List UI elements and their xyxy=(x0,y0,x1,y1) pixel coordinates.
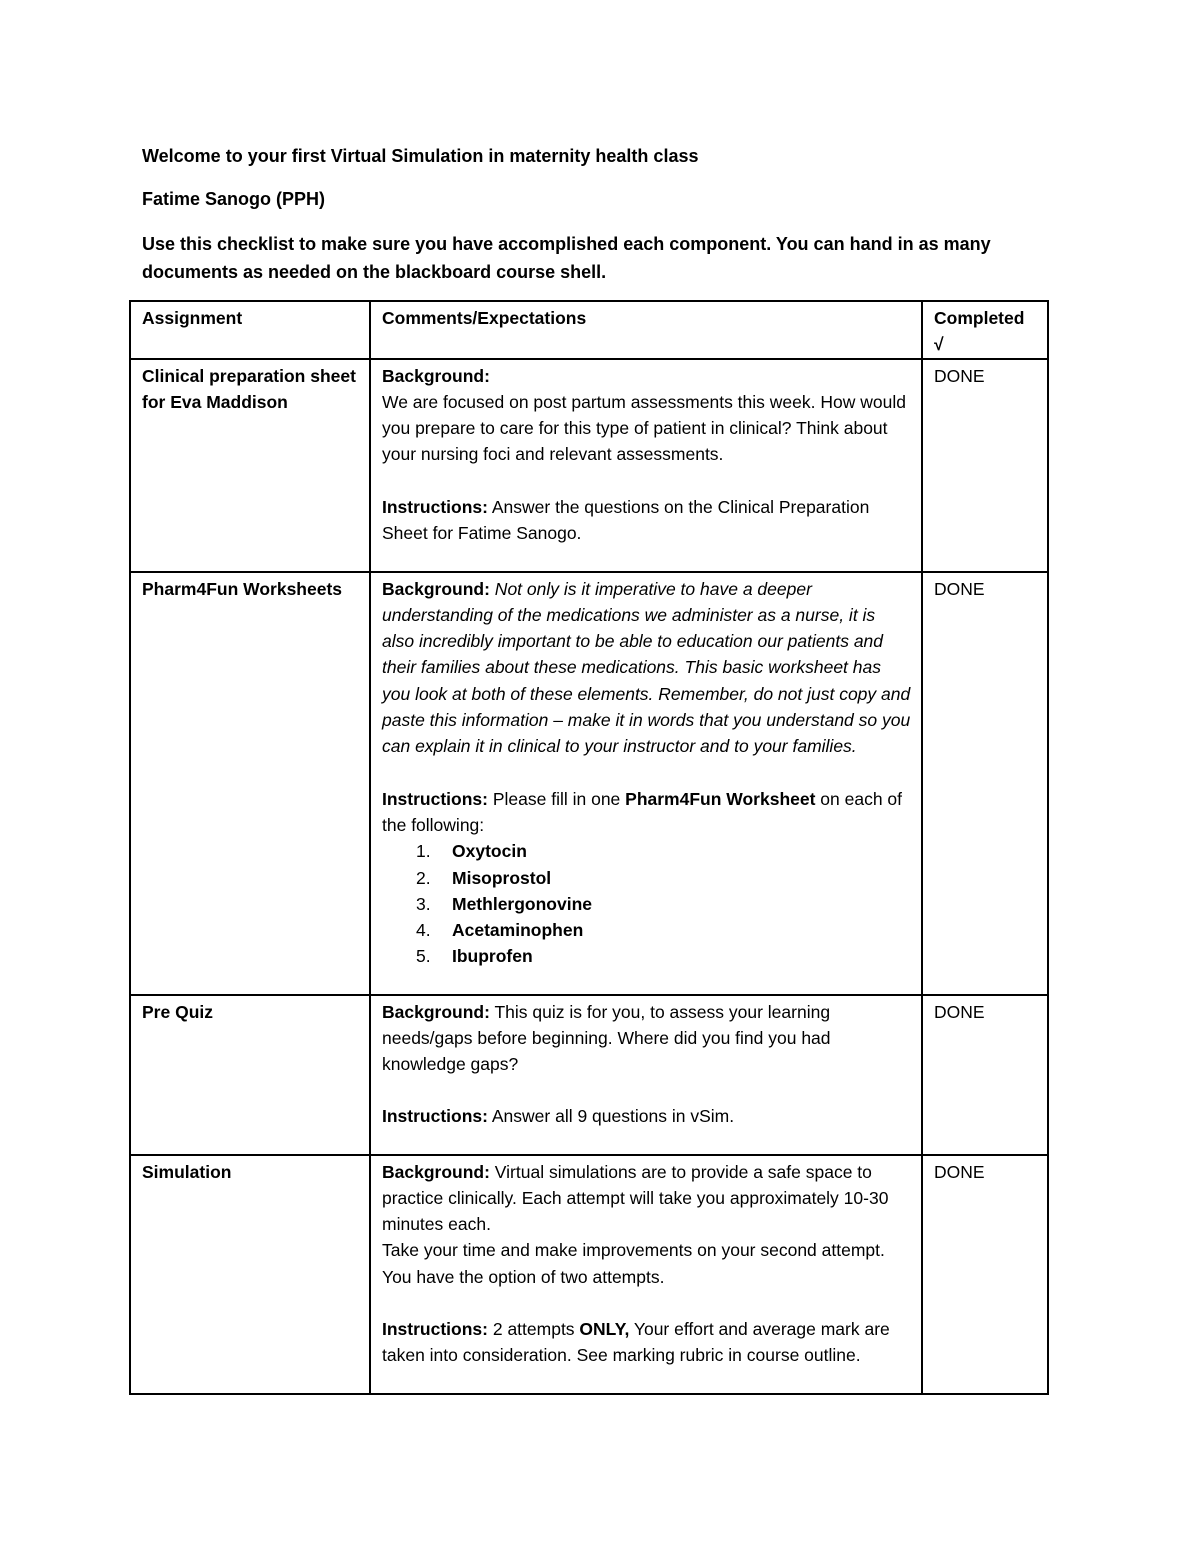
instructions-text-post: on each of the following: xyxy=(382,788,903,835)
instructions-paragraph xyxy=(382,494,911,547)
background-label: Background: xyxy=(382,365,490,386)
comments-cell xyxy=(370,1155,922,1394)
instructions-paragraph xyxy=(382,1103,911,1129)
list-item: 3. Methlergonovine xyxy=(382,891,911,917)
medication-name: Methlergonovine xyxy=(452,893,593,914)
list-item: 4. Acetaminophen xyxy=(382,917,911,943)
list-item: 5. Ibuprofen xyxy=(382,943,911,969)
worksheet-name: Pharm4Fun Worksheet xyxy=(625,788,816,809)
assignment-checklist-table xyxy=(129,300,1049,1395)
comments-cell xyxy=(370,359,922,572)
header-assignment xyxy=(130,301,370,359)
background-text-2: Take your time and make improvements on your second attempt. You have the option of two attempts. xyxy=(382,1240,885,1287)
header-comments xyxy=(370,301,922,359)
instructions-text-post: Your effort and average mark are taken into consideration. See marking rubric in course outline. xyxy=(382,1319,890,1366)
background-paragraph xyxy=(382,1159,911,1238)
background-paragraph xyxy=(382,576,911,760)
list-item: 2. Misoprostol xyxy=(382,865,911,891)
assignment-name: Clinical preparation sheet for Eva Maddison xyxy=(142,365,356,412)
medication-name: Oxytocin xyxy=(452,841,527,862)
table-row xyxy=(130,359,1048,572)
completed-cell xyxy=(922,995,1048,1155)
assignment-name: Pre Quiz xyxy=(142,1001,213,1022)
table-row xyxy=(130,995,1048,1155)
instructions-emphasis: ONLY, xyxy=(579,1319,630,1340)
instructions-paragraph xyxy=(382,786,911,839)
background-text: We are focused on post partum assessments this week. How would you prepare to care for this type of patient in clinical? Think about your nursing foci and relevant assessments. xyxy=(382,391,906,465)
instructions-text-pre: Please fill in one xyxy=(487,788,626,809)
table-row xyxy=(130,1155,1048,1394)
medication-name: Misoprostol xyxy=(452,867,552,888)
status-text: DONE xyxy=(934,578,985,599)
medication-name: Acetaminophen xyxy=(452,920,584,941)
student-name: Fatime Sanogo (PPH) xyxy=(142,189,326,209)
header-comments-label: Comments/Expectations xyxy=(382,308,587,328)
table-row xyxy=(130,572,1048,995)
instructions-text: Answer the questions on the Clinical Preparation Sheet for Fatime Sanogo. xyxy=(382,496,870,544)
assignment-cell xyxy=(130,572,370,995)
comments-cell xyxy=(370,995,922,1155)
background-label: Background: xyxy=(382,578,490,599)
list-item: 1. Oxytocin xyxy=(382,838,911,864)
completed-cell xyxy=(922,359,1048,572)
background-label: Background: xyxy=(382,1001,490,1022)
check-mark-icon: √ xyxy=(934,334,944,355)
background-paragraph xyxy=(382,999,911,1078)
document-instructions: Use this checklist to make sure you have accomplished each component. You can hand in as many documents as needed on the blackboard course shell. xyxy=(142,234,991,282)
status-text: DONE xyxy=(934,365,985,386)
instructions-text-pre: 2 attempts xyxy=(487,1319,580,1340)
header-completed-label: Completed xyxy=(934,308,1025,328)
assignment-cell xyxy=(130,995,370,1155)
status-text: DONE xyxy=(934,1161,985,1182)
instructions-label: Instructions: xyxy=(382,788,488,809)
completed-cell xyxy=(922,572,1048,995)
comments-cell xyxy=(370,572,922,995)
background-label: Background: xyxy=(382,1161,490,1182)
background-text: Virtual simulations are to provide a safe space to practice clinically. Each attempt will take you approximately 10-30 minutes each. xyxy=(382,1161,889,1235)
instructions-label: Instructions: xyxy=(382,496,488,517)
assignment-cell xyxy=(130,359,370,572)
completed-cell xyxy=(922,1155,1048,1394)
status-text: DONE xyxy=(934,1001,985,1022)
header-completed xyxy=(922,301,1048,359)
assignment-cell xyxy=(130,1155,370,1394)
assignment-name: Simulation xyxy=(142,1161,232,1182)
instructions-paragraph xyxy=(382,1316,911,1369)
assignment-name: Pharm4Fun Worksheets xyxy=(142,578,343,599)
instructions-label: Instructions: xyxy=(382,1106,488,1127)
instructions-text: Answer all 9 questions in vSim. xyxy=(487,1106,735,1127)
medication-name: Ibuprofen xyxy=(452,946,533,967)
instructions-label: Instructions: xyxy=(382,1319,488,1340)
document-title: Welcome to your first Virtual Simulation in maternity health class xyxy=(142,146,699,166)
background-text: Not only is it imperative to have a deeper understanding of the medications we administer as a nurse, it is also incredibly important to be able to education our patients and their families about these medications. This basic worksheet has you look at both of these elements. Remember, do not just copy and paste this information – make it in words that you understand so you can explain it in clinical to your instructor and to your families. xyxy=(382,578,911,757)
header-assignment-label: Assignment xyxy=(142,308,243,328)
background-text: This quiz is for you, to assess your learning needs/gaps before beginning. Where did you find you had knowledge gaps? xyxy=(382,1001,831,1075)
medication-list xyxy=(382,838,911,969)
table-header-row xyxy=(130,301,1048,359)
